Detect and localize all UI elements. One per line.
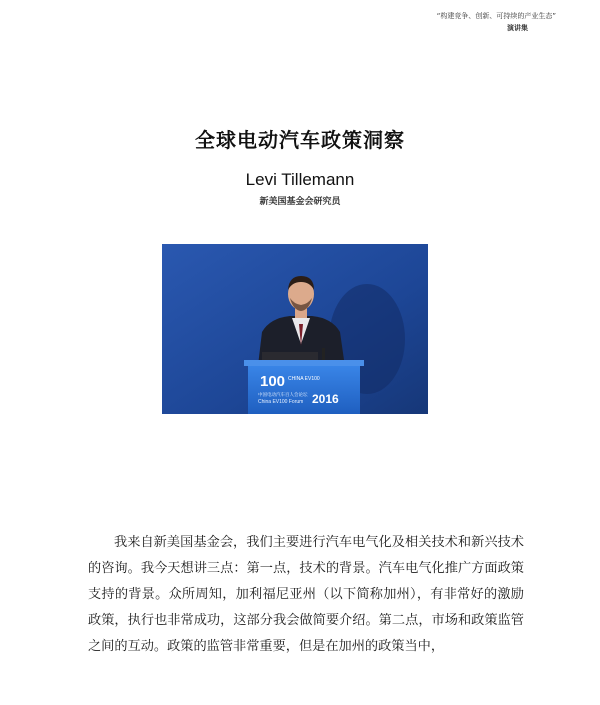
speaker-photo	[162, 244, 428, 414]
podium-logo-sub: CHINA EV100	[288, 376, 320, 382]
header-slogan: “构建竞争、创新、可持续的产业生态”	[436, 12, 556, 20]
article-body: 我来自新美国基金会，我们主要进行汽车电气化及相关技术和新兴技术的咨询。我今天想讲三点：第一点，技术的背景。汽车电气化推广方面政策支持的背景。众所周知，加利福尼亚州（以下简称加州），有非常好的激励政策，执行也非常成功，这部分我会做简要介绍。第二点，市场和政策监管之间的互动。政策的监管非常重要，但是在加州的政策当中，	[88, 535, 524, 654]
article-title: 全球电动汽车政策洞察	[195, 128, 405, 152]
podium-logo: 100	[260, 373, 286, 390]
article-author: Levi Tillemann	[245, 170, 355, 189]
header-series: 演讲集	[507, 24, 528, 32]
article-affiliation: 新美国基金会研究员	[259, 197, 341, 207]
podium-forum: China EV100 Forum	[258, 399, 304, 405]
podium-top	[244, 360, 364, 366]
podium-caption: 中国电动汽车百人会论坛	[258, 393, 308, 398]
podium-year: 2016	[312, 392, 339, 406]
speaker-photo-illustration	[162, 244, 428, 414]
header-note	[437, 10, 556, 34]
